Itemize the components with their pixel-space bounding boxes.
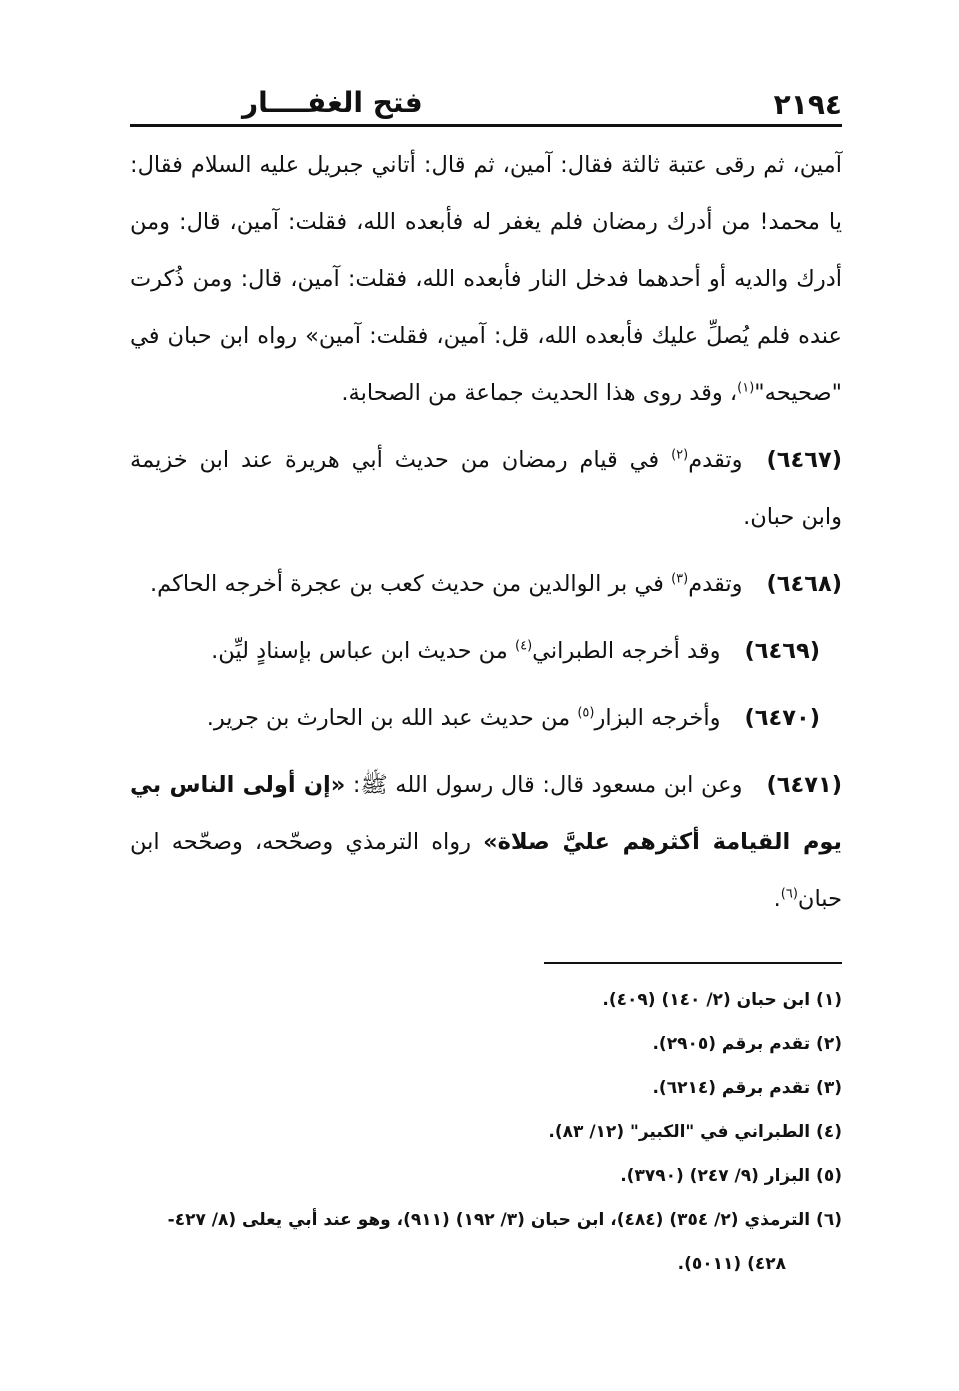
entry-number: (٦٤٧١) bbox=[766, 772, 843, 798]
footnote-marker: (٥) bbox=[577, 705, 595, 721]
entry-text: من حديث عبد الله بن الحارث بن جرير. bbox=[206, 705, 578, 731]
footnote-5: (٥) البزار (٩/ ٢٤٧) (٣٧٩٠). bbox=[620, 1165, 842, 1186]
footnote-marker: (١) bbox=[737, 380, 755, 396]
paragraph-text: آمين، ثم رقى عتبة ثالثة فقال: آمين، ثم قال: أتاني جبريل عليه السلام فقال: يا محمد! من أدرك رمضان فلم يغفر له فأبعده الله، فقلت: آمين، قال: ومن أدرك والديه أو أحدهما فدخل النار فأبعده الله، فقلت: آمين، قال: ومن ذُكرت عنده فلم يُصلِّ عليك فأبعده الله، قل: آمين، فقلت: آمين» رواه ابن حبان في "صحيحه" bbox=[130, 152, 842, 406]
footnote-3: (٣) تقدم برقم (٦٢١٤). bbox=[652, 1077, 842, 1098]
footnote-1: (١) ابن حبان (٢/ ١٤٠) (٤٠٩). bbox=[602, 989, 842, 1010]
entry-text: وأخرجه البزار bbox=[594, 705, 721, 731]
main-text bbox=[130, 137, 842, 928]
entry-text: وعن ابن مسعود قال: قال رسول الله ﷺ: bbox=[345, 772, 743, 798]
footnote-marker: (٣) bbox=[671, 571, 689, 587]
entry-6470 bbox=[130, 690, 842, 747]
entry-end: . bbox=[773, 886, 781, 912]
entry-text: رواه الترمذي وصحّحه، وصحّحه ابن حبان bbox=[130, 829, 842, 912]
book-title: فتح الغفــــار bbox=[242, 86, 423, 119]
footnote-6: (٦) الترمذي (٢/ ٣٥٤) (٤٨٤)، ابن حبان (٣/ ١٩٢) (٩١١)، وهو عند أبي يعلى (٨/ ٤٢٧- bbox=[167, 1209, 842, 1230]
book-page bbox=[130, 86, 842, 1286]
page-number: ٢١٩٤ bbox=[773, 88, 842, 121]
footnote-marker: (٢) bbox=[671, 447, 689, 463]
entry-text: وقد أخرجه الطبراني bbox=[532, 638, 721, 664]
entry-number: (٦٤٦٧) bbox=[766, 447, 842, 473]
footnotes bbox=[130, 978, 842, 1286]
entry-text: من حديث ابن عباس بإسنادٍ ليِّن. bbox=[211, 638, 515, 664]
entry-6467 bbox=[130, 432, 842, 546]
entry-text: وتقدم bbox=[688, 571, 743, 597]
paragraph-tail: ، وقد روى هذا الحديث جماعة من الصحابة. bbox=[341, 380, 738, 406]
entry-number: (٦٤٦٩) bbox=[744, 638, 820, 664]
entry-text: وتقدم bbox=[688, 447, 743, 473]
entry-6471 bbox=[130, 757, 842, 928]
entry-6469 bbox=[130, 623, 842, 680]
entry-text: في قيام رمضان من حديث أبي هريرة عند ابن خزيمة وابن حبان. bbox=[130, 447, 842, 530]
entry-number: (٦٤٧٠) bbox=[744, 705, 820, 731]
footnote-4: (٤) الطبراني في "الكبير" (١٢/ ٨٣). bbox=[548, 1121, 842, 1142]
entry-6468 bbox=[130, 556, 842, 613]
footnote-marker: (٤) bbox=[515, 638, 533, 654]
entry-number: (٦٤٦٨) bbox=[766, 571, 842, 597]
header-rule bbox=[130, 124, 842, 127]
footnote-rule bbox=[544, 962, 842, 964]
footnote-marker: (٦) bbox=[780, 886, 798, 902]
entry-text: في بر الوالدين من حديث كعب بن عجرة أخرجه الحاكم. bbox=[149, 571, 672, 597]
hadith-quote: «إن أولى الناس بي يوم القيامة أكثرهم عليَّ صلاة» bbox=[130, 772, 842, 855]
footnote-2: (٢) تقدم برقم (٢٩٠٥). bbox=[652, 1033, 842, 1054]
running-head bbox=[130, 86, 842, 124]
footnote-6-continuation: ٤٢٨) (٥٠١١). bbox=[677, 1253, 786, 1274]
paragraph-hadith-amin bbox=[130, 137, 842, 422]
